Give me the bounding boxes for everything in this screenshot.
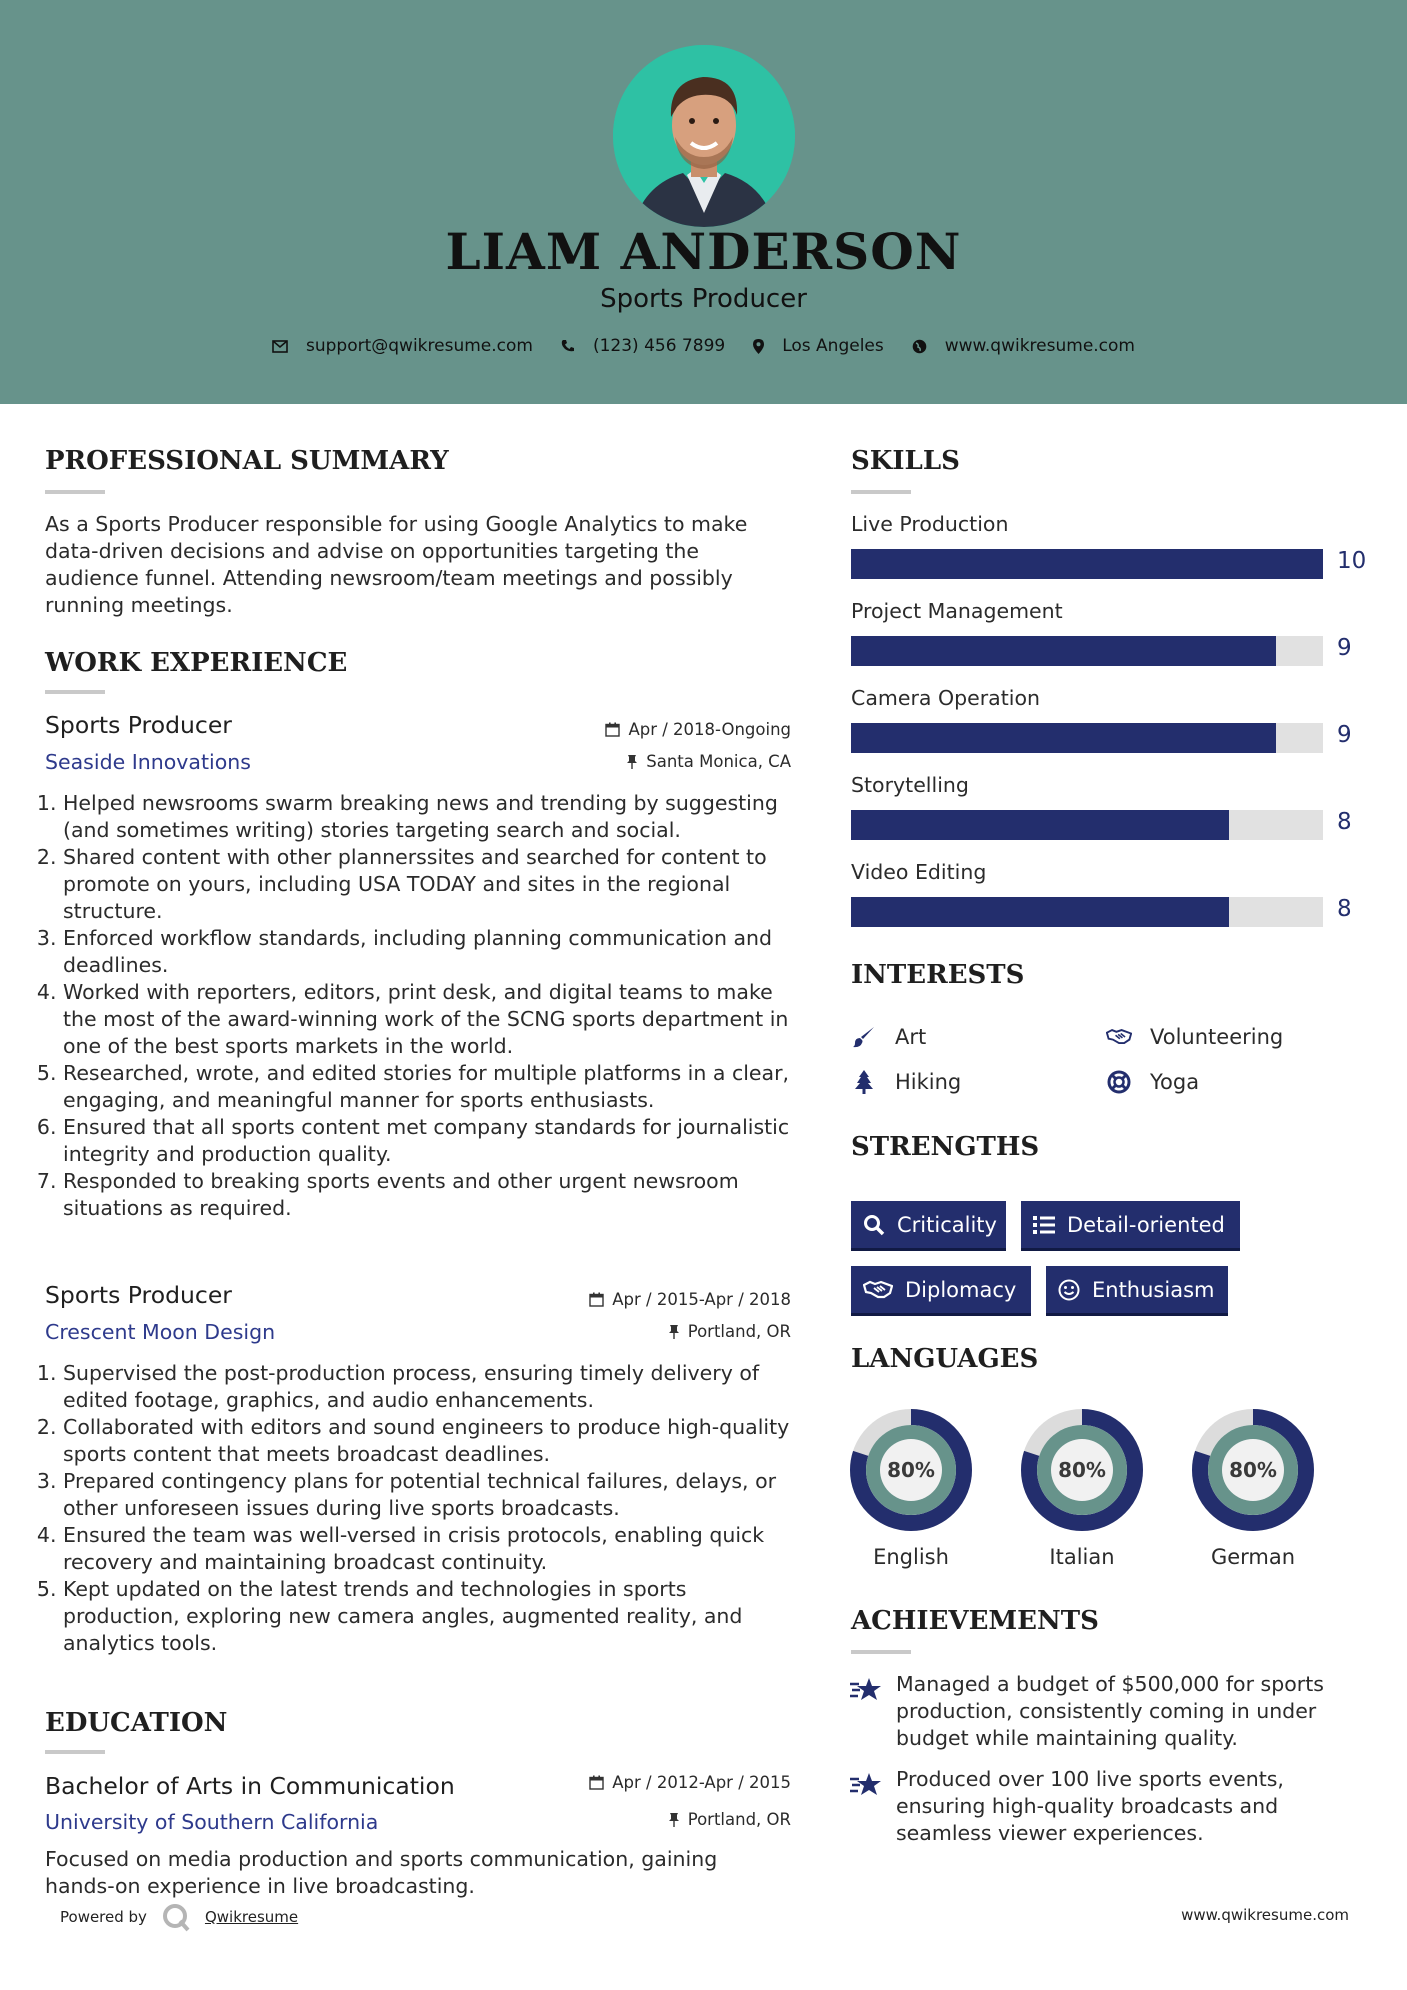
summary-heading: PROFESSIONAL SUMMARY [45, 446, 449, 476]
skill-label: Project Management [851, 599, 1063, 623]
job-location [500, 752, 791, 771]
job-title: Sports Producer [45, 711, 232, 739]
strength-label: Diplomacy [905, 1277, 1017, 1302]
calendar-icon [589, 1775, 604, 1790]
job-location-text: Portland, OR [687, 1322, 791, 1341]
education-text [45, 1846, 805, 1900]
achievement-item [896, 1766, 1366, 1847]
smile-icon [1058, 1279, 1080, 1301]
education-heading-rule [45, 1750, 105, 1754]
skill-bar-track [851, 723, 1323, 753]
achievement-line: seamless viewer experiences. [896, 1821, 1204, 1845]
achievements-heading: ACHIEVEMENTS [851, 1606, 1099, 1636]
language-ring [1021, 1409, 1143, 1535]
skill-value: 9 [1337, 722, 1352, 748]
summary-heading-rule [45, 490, 105, 494]
resume-header [0, 0, 1407, 404]
job-bullet: 2. Shared content with other plannerssites and searched for content to promote on yours, including USA TODAY and sites in the regional structure. [63, 844, 805, 925]
language-percent: 80% [887, 1458, 935, 1482]
strength-label: Enthusiasm [1092, 1277, 1215, 1302]
contact-bar [0, 336, 1407, 356]
achievement-line: ensuring high-quality broadcasts and [896, 1794, 1279, 1818]
contact-website-text: www.qwikresume.com [944, 336, 1135, 356]
profile-photo [613, 45, 795, 227]
skill-value: 9 [1337, 635, 1352, 661]
skill-label: Storytelling [851, 773, 969, 797]
skill-bar-fill [851, 897, 1229, 927]
envelope-icon [272, 340, 288, 353]
language-label: English [873, 1545, 949, 1569]
skill-bar-fill [851, 549, 1323, 579]
language-ring [850, 1409, 972, 1535]
skill-value: 8 [1337, 896, 1352, 922]
footer-website[interactable]: www.qwikresume.com [1181, 1906, 1349, 1924]
summary-line: running meetings. [45, 593, 233, 617]
job-bullet: 6. Ensured that all sports content met company standards for journalistic integrity and production quality. [63, 1114, 805, 1168]
achievement-line: Managed a budget of $500,000 for sports [896, 1672, 1324, 1696]
strength-label: Detail-oriented [1067, 1212, 1225, 1237]
interest-hiking [851, 1069, 961, 1095]
skills-heading-rule [851, 490, 911, 494]
achievement-item [896, 1671, 1366, 1752]
job-company: Crescent Moon Design [45, 1320, 276, 1344]
paintbrush-icon [851, 1024, 877, 1050]
job-location-text: Santa Monica, CA [646, 752, 791, 771]
pin-icon [626, 754, 638, 769]
life-ring-icon [1106, 1069, 1132, 1095]
contact-location [753, 336, 884, 356]
education-heading: EDUCATION [45, 1708, 228, 1738]
job-bullet: 1. Supervised the post-production process, ensuring timely delivery of edited footage, graphics, and audio enhancements. [63, 1360, 805, 1414]
contact-phone-text: (123) 456 7899 [592, 336, 726, 356]
job-company: Seaside Innovations [45, 750, 251, 774]
achievement-line: budget while maintaining quality. [896, 1726, 1238, 1750]
job-bullets [45, 790, 805, 1222]
qwikresume-logo-icon [161, 1902, 191, 1932]
skills-heading: SKILLS [851, 446, 960, 476]
job-bullets [45, 1360, 805, 1657]
language-percent: 80% [1229, 1458, 1277, 1482]
interest-art [851, 1024, 926, 1050]
experience-heading-rule [45, 690, 105, 694]
interest-label: Hiking [895, 1070, 962, 1094]
interest-yoga [1106, 1069, 1199, 1095]
skill-bar-track [851, 636, 1323, 666]
contact-website[interactable] [912, 336, 1135, 356]
achievements-heading-rule [851, 1650, 911, 1654]
calendar-icon [605, 722, 620, 737]
pin-icon [668, 1324, 680, 1339]
footer-powered-by [60, 1902, 298, 1932]
job-location [500, 1322, 791, 1341]
language-ring [1192, 1409, 1314, 1535]
summary-text [45, 511, 805, 619]
summary-line: audience funnel. Attending newsroom/team meetings and possibly [45, 566, 733, 590]
skill-value: 8 [1337, 809, 1352, 835]
qwikresume-link[interactable]: Qwikresume [204, 1908, 299, 1926]
education-date-text: Apr / 2012-Apr / 2015 [612, 1773, 791, 1792]
language-label: German [1210, 1545, 1296, 1569]
summary-line: data-driven decisions and advise on opportunities targeting the [45, 539, 699, 563]
tree-icon [851, 1069, 877, 1095]
star-badge-icon [850, 1771, 882, 1803]
contact-email-text: support@qwikresume.com [306, 336, 533, 356]
powered-by-text: Powered by [60, 1908, 147, 1926]
contact-email[interactable] [272, 336, 533, 356]
candidate-name: LIAM ANDERSON [445, 222, 962, 281]
calendar-icon [589, 1292, 604, 1307]
interests-heading: INTERESTS [851, 960, 1025, 990]
education-location [500, 1810, 791, 1829]
job-bullet: 1. Helped newsrooms swarm breaking news and trending by suggesting (and sometimes writing) stories targeting search and social. [63, 790, 805, 844]
skill-bar-track [851, 549, 1323, 579]
interest-label: Yoga [1150, 1070, 1200, 1094]
skill-label: Camera Operation [851, 686, 1040, 710]
skill-label: Live Production [851, 512, 1009, 536]
strengths-heading: STRENGTHS [851, 1132, 1040, 1162]
experience-heading: WORK EXPERIENCE [45, 648, 348, 678]
job-bullet: 2. Collaborated with editors and sound engineers to produce high-quality sports content that meets broadcast deadlines. [63, 1414, 805, 1468]
job-bullet: 4. Worked with reporters, editors, print desk, and digital teams to make the most of the award-winning work of the SCNG sports department in one of the best sports markets in the world. [63, 979, 805, 1060]
handshake-icon [1106, 1024, 1132, 1050]
list-icon [1033, 1216, 1055, 1234]
star-badge-icon [850, 1676, 882, 1708]
achievement-line: Produced over 100 live sports events, [896, 1767, 1284, 1791]
job-bullet: 3. Prepared contingency plans for potential technical failures, delays, or other unforeseen issues during live sports broadcasts. [63, 1468, 805, 1522]
job-date-text: Apr / 2015-Apr / 2018 [612, 1290, 791, 1309]
job-bullet: 5. Researched, wrote, and edited stories for multiple platforms in a clear, engaging, and meaningful manner for sports enthusiasts. [63, 1060, 805, 1114]
job-title: Sports Producer [45, 1281, 232, 1309]
handshake-icon [863, 1279, 893, 1301]
phone-icon [561, 339, 575, 353]
education-date [500, 1773, 791, 1792]
contact-location-text: Los Angeles [782, 336, 884, 356]
interest-label: Volunteering [1150, 1025, 1284, 1049]
job-bullet: 3. Enforced workflow standards, including planning communication and deadlines. [63, 925, 805, 979]
education-line: hands-on experience in live broadcasting. [45, 1874, 475, 1898]
job-bullet: 7. Responded to breaking sports events and other urgent newsroom situations as required. [63, 1168, 805, 1222]
strength-criticality [851, 1201, 1006, 1251]
interest-label: Art [895, 1025, 927, 1049]
language-label: Italian [1049, 1545, 1115, 1569]
strength-detail-oriented [1021, 1201, 1240, 1251]
strength-label: Criticality [897, 1212, 997, 1237]
skill-bar-track [851, 810, 1323, 840]
summary-line: As a Sports Producer responsible for using Google Analytics to make [45, 512, 748, 536]
school-name: University of Southern California [45, 1810, 379, 1834]
achievement-line: production, consistently coming in under [896, 1699, 1317, 1723]
contact-phone[interactable] [561, 336, 725, 356]
map-marker-icon [753, 339, 764, 354]
pin-icon [668, 1812, 680, 1827]
job-date [500, 720, 791, 739]
globe-icon [912, 339, 927, 354]
languages-heading: LANGUAGES [851, 1344, 1039, 1374]
interest-volunteering [1106, 1024, 1283, 1050]
skill-value: 10 [1337, 548, 1367, 574]
education-location-text: Portland, OR [687, 1810, 791, 1829]
skill-bar-fill [851, 636, 1276, 666]
job-bullet: 4. Ensured the team was well-versed in crisis protocols, enabling quick recovery and maintaining broadcast continuity. [63, 1522, 805, 1576]
skill-bar-fill [851, 810, 1229, 840]
skill-bar-track [851, 897, 1323, 927]
strength-enthusiasm [1046, 1266, 1228, 1316]
job-date-text: Apr / 2018-Ongoing [628, 720, 791, 739]
job-bullet: 5. Kept updated on the latest trends and technologies in sports production, exploring new camera angles, augmented reality, and analytics tools. [63, 1576, 805, 1657]
education-line: Focused on media production and sports communication, gaining [45, 1847, 718, 1871]
skill-label: Video Editing [851, 860, 987, 884]
skill-bar-fill [851, 723, 1276, 753]
strength-diplomacy [851, 1266, 1031, 1316]
language-percent: 80% [1058, 1458, 1106, 1482]
candidate-title: Sports Producer [600, 284, 807, 314]
degree-title: Bachelor of Arts in Communication [45, 1772, 455, 1800]
search-icon [863, 1214, 885, 1236]
job-date [500, 1290, 791, 1309]
